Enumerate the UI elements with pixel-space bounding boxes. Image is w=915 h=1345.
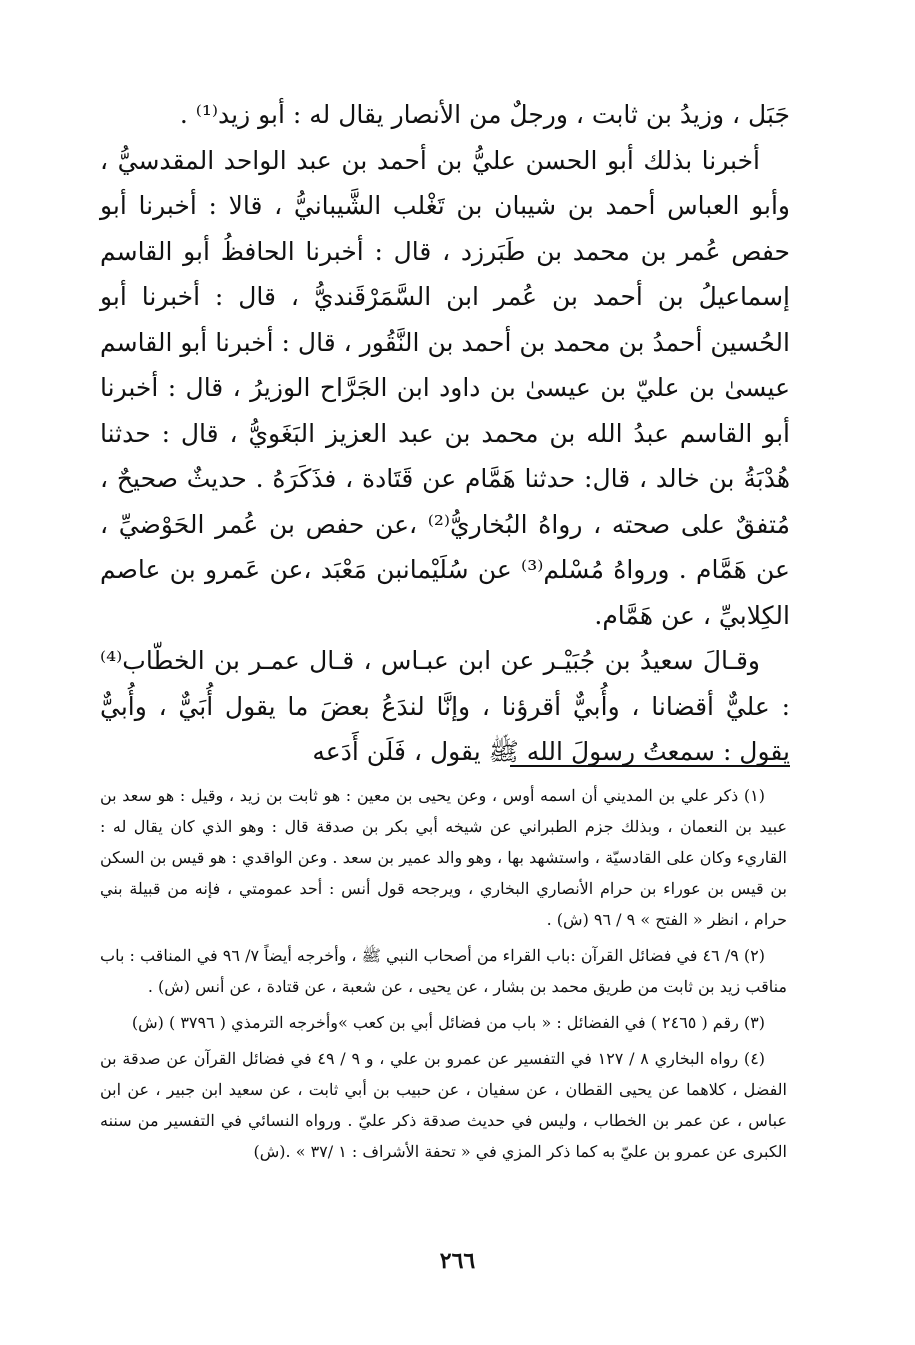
main-text (100, 92, 790, 775)
footnote-4: (٤) رواه البخاري ٨ / ١٢٧ في التفسير عن عمرو بن علي ، و ٩ / ٤٩ في فضائل القرآن عن صدقة بن الفضل ، كلاهما عن يحيى القطان ، عن سفيان ، عن حبيب بن أبي ثابت ، عن سعيد ابن جبير ، عن ابن عباس ، عن عمر بن الخطاب ، وليس في حديث صدقة ذكر عليّ . ورواه النسائي في التفسير من سننه الكبرى عن عمرو بن عليّ به كما ذكر المزي في « تحفة الأشراف : ١ /٣٧ » .(ش) (100, 1049, 787, 1161)
footnotes (100, 780, 787, 1172)
text-paragraph-3: وقـالَ سعيدُ بن جُبَيْـر عن ابن عبـاس ، قـال عمـر بن الخطّاب⁽⁴⁾ : عليٌّ أقضانا ، وأُبيٌّ أقرؤنا ، وإنَّا لندَعُ بعضَ ما يقول أُبَيٌّ ، وأُبيٌّ يقول : سمعتُ رسولَ الله ﷺ يقول ، فَلَن أَدَعه (100, 646, 790, 766)
text-paragraph-2: أخبرنا بذلك أبو الحسن عليُّ بن أحمد بن عبد الواحد المقدسيُّ ، وأبو العباس أحمد بن شيبان بن تَغْلب الشَّيبانيُّ ، قالا : أخبرنا أبو حفص عُمر بن محمد بن طَبَرزد ، قال : أخبرنا الحافظُ أبو القاسم إسماعيلُ بن أحمد بن عُمر ابن السَّمَرْقَنديُّ ، قال : أخبرنا أبو الحُسين أحمدُ بن محمد بن أحمد بن النَّقُور ، قال : أخبرنا أبو القاسم عيسىٰ بن عليّ بن عيسىٰ بن داود ابن الجَرَّاح الوزيرُ ، قال : أخبرنا أبو القاسم عبدُ الله بن محمد بن عبد العزيز البَغَويُّ ، قال : حدثنا هُدْبَةُ بن خالد ، قال: حدثنا هَمَّام عن قَتَادة ، فذَكَرَهُ . حديثٌ صحيحٌ ، مُتفقٌ على صحته ، رواهُ البُخاريُّ⁽²⁾ ،عن حفص بن عُمر الحَوْضيِّ ، عن هَمَّام . ورواهُ مُسْلم⁽³⁾ عن سُلَيْمانبن مَعْبَد ،عن عَمرو بن عاصم الكِلابيِّ ، عن هَمَّام. (100, 145, 790, 630)
footnote-separator (510, 765, 790, 767)
page-number: ٢٦٦ (439, 1248, 476, 1274)
footnote-2: (٢) ٩/ ٤٦ في فضائل القرآن :باب القراء من أصحاب النبي ﷺ ، وأخرجه أيضاً ٧/ ٩٦ في المناقب : باب مناقب زيد بن ثابت من طريق محمد بن بشار ، عن يحيى ، عن شعبة ، عن قتادة ، عن أنس (ش) . (100, 946, 787, 996)
footnote-3: (٣) رقم ( ٢٤٦٥ ) في الفضائل : « باب من فضائل أبي بن كعب »وأخرجه الترمذي ( ٣٧٩٦ ) (ش) (131, 1013, 765, 1032)
text-line-1: جَبَل ، وزيدُ بن ثابت ، ورجلٌ من الأنصار يقال له : أبو زيد⁽¹⁾ . (179, 100, 790, 129)
footnote-1: (١) ذكر علي بن المديني أن اسمه أوس ، وعن يحيى بن معين : هو ثابت بن زيد ، وقيل : هو سعد بن عبيد بن النعمان ، وبذلك جزم الطبراني عن شيخه أبي بكر بن صدقة قال : وهو الذي كان يقال له : القاريء وكان على القادسيّة ، واستشهد بها ، وهو والد عمير بن سعد . وعن الواقدي : هو قيس بن السكن بن قيس بن عوراء بن حرام الأنصاري البخاري ، ويرجحه قول أنس : أحد عمومتي ، فإنه من قبيلة بني حرام ، انظر « الفتح » ٩ / ٩٦ (ش) . (100, 786, 787, 929)
